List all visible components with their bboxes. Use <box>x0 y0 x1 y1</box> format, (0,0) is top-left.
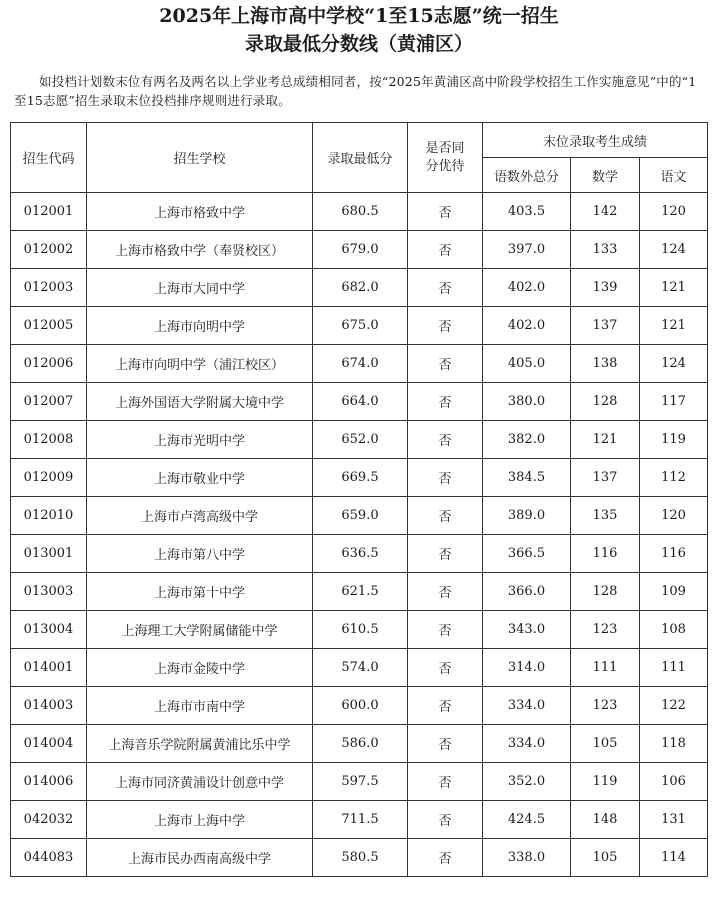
header-math: 数学 <box>571 158 640 193</box>
cell-math: 135 <box>571 497 640 535</box>
cell-chinese: 108 <box>640 611 708 649</box>
cell-non-chinese-total: 366.5 <box>483 535 571 573</box>
cell-math: 121 <box>571 421 640 459</box>
cell-chinese: 114 <box>640 839 708 877</box>
cell-chinese: 117 <box>640 383 708 421</box>
cell-math: 123 <box>571 611 640 649</box>
cell-school: 上海市格致中学 <box>87 193 313 231</box>
cell-school: 上海市向明中学（浦江校区） <box>87 345 313 383</box>
cell-chinese: 106 <box>640 763 708 801</box>
cell-non-chinese-total: 402.0 <box>483 269 571 307</box>
header-school: 招生学校 <box>87 123 313 193</box>
cell-school: 上海市第八中学 <box>87 535 313 573</box>
table-row <box>11 459 708 497</box>
cell-non-chinese-total: 403.5 <box>483 193 571 231</box>
title-line-1: 2025年上海市高中学校“1至15志愿”统一招生 <box>159 5 559 27</box>
cell-math: 139 <box>571 269 640 307</box>
cell-non-chinese-total: 389.0 <box>483 497 571 535</box>
table-row <box>11 725 708 763</box>
table-row <box>11 763 708 801</box>
cell-code: 013004 <box>11 611 87 649</box>
cell-chinese: 124 <box>640 231 708 269</box>
cell-code: 012006 <box>11 345 87 383</box>
cell-chinese: 121 <box>640 307 708 345</box>
title-line-2: 录取最低分数线（黄浦区） <box>244 33 473 55</box>
cell-school: 上海市卢湾高级中学 <box>87 497 313 535</box>
cell-school: 上海市光明中学 <box>87 421 313 459</box>
cell-non-chinese-total: 352.0 <box>483 763 571 801</box>
cell-code: 014001 <box>11 649 87 687</box>
cell-code: 014006 <box>11 763 87 801</box>
cell-tie: 否 <box>408 231 483 269</box>
cell-math: 137 <box>571 307 640 345</box>
cell-min-score: 669.5 <box>313 459 408 497</box>
cell-school: 上海外国语大学附属大境中学 <box>87 383 313 421</box>
cell-chinese: 120 <box>640 497 708 535</box>
cell-tie: 否 <box>408 687 483 725</box>
cell-tie: 否 <box>408 573 483 611</box>
cell-math: 142 <box>571 193 640 231</box>
cell-tie: 否 <box>408 307 483 345</box>
table-row <box>11 269 708 307</box>
cell-non-chinese-total: 384.5 <box>483 459 571 497</box>
cell-school: 上海市金陵中学 <box>87 649 313 687</box>
cell-chinese: 124 <box>640 345 708 383</box>
header-last-group: 末位录取考生成绩 <box>483 123 708 158</box>
cell-tie: 否 <box>408 801 483 839</box>
table-row <box>11 649 708 687</box>
cell-school: 上海市敬业中学 <box>87 459 313 497</box>
cell-min-score: 597.5 <box>313 763 408 801</box>
cell-school: 上海市民办西南高级中学 <box>87 839 313 877</box>
cell-code: 012007 <box>11 383 87 421</box>
table-row <box>11 383 708 421</box>
header-chinese: 语文 <box>640 158 708 193</box>
cell-non-chinese-total: 338.0 <box>483 839 571 877</box>
cell-chinese: 111 <box>640 649 708 687</box>
table-row <box>11 801 708 839</box>
cell-min-score: 621.5 <box>313 573 408 611</box>
cell-non-chinese-total: 314.0 <box>483 649 571 687</box>
cell-math: 116 <box>571 535 640 573</box>
cell-min-score: 675.0 <box>313 307 408 345</box>
admission-note: 如投档计划数末位有两名及两名以上学业考总成绩相同者，按“2025年黄浦区高中阶段学校招生工作实施意见”中的“1至15志愿”招生录取末位投档排序规则进行录取。 <box>14 74 697 108</box>
cell-code: 014003 <box>11 687 87 725</box>
cell-non-chinese-total: 334.0 <box>483 687 571 725</box>
cell-code: 012005 <box>11 307 87 345</box>
cell-min-score: 652.0 <box>313 421 408 459</box>
cell-min-score: 580.5 <box>313 839 408 877</box>
admission-score-table <box>10 122 708 877</box>
cell-tie: 否 <box>408 193 483 231</box>
cell-chinese: 109 <box>640 573 708 611</box>
cell-tie: 否 <box>408 535 483 573</box>
cell-math: 119 <box>571 763 640 801</box>
cell-school: 上海市上海中学 <box>87 801 313 839</box>
cell-school: 上海市大同中学 <box>87 269 313 307</box>
cell-tie: 否 <box>408 383 483 421</box>
cell-min-score: 680.5 <box>313 193 408 231</box>
cell-tie: 否 <box>408 649 483 687</box>
cell-min-score: 610.5 <box>313 611 408 649</box>
document-title <box>0 0 718 58</box>
table-row <box>11 573 708 611</box>
cell-chinese: 119 <box>640 421 708 459</box>
cell-min-score: 636.5 <box>313 535 408 573</box>
cell-non-chinese-total: 397.0 <box>483 231 571 269</box>
cell-tie: 否 <box>408 269 483 307</box>
table-row <box>11 345 708 383</box>
cell-math: 105 <box>571 839 640 877</box>
cell-non-chinese-total: 380.0 <box>483 383 571 421</box>
cell-math: 148 <box>571 801 640 839</box>
cell-code: 012002 <box>11 231 87 269</box>
cell-code: 013003 <box>11 573 87 611</box>
cell-non-chinese-total: 424.5 <box>483 801 571 839</box>
header-non-chinese: 语数外总分 <box>483 158 571 193</box>
table-row <box>11 535 708 573</box>
cell-non-chinese-total: 343.0 <box>483 611 571 649</box>
cell-code: 044083 <box>11 839 87 877</box>
cell-chinese: 121 <box>640 269 708 307</box>
cell-school: 上海市市南中学 <box>87 687 313 725</box>
cell-chinese: 131 <box>640 801 708 839</box>
table-row <box>11 497 708 535</box>
cell-min-score: 682.0 <box>313 269 408 307</box>
cell-code: 042032 <box>11 801 87 839</box>
table-row <box>11 611 708 649</box>
cell-min-score: 674.0 <box>313 345 408 383</box>
table-row <box>11 839 708 877</box>
cell-min-score: 664.0 <box>313 383 408 421</box>
cell-non-chinese-total: 382.0 <box>483 421 571 459</box>
cell-math: 128 <box>571 383 640 421</box>
cell-math: 123 <box>571 687 640 725</box>
cell-code: 012009 <box>11 459 87 497</box>
cell-school: 上海市格致中学（奉贤校区） <box>87 231 313 269</box>
cell-tie: 否 <box>408 459 483 497</box>
cell-non-chinese-total: 334.0 <box>483 725 571 763</box>
cell-min-score: 679.0 <box>313 231 408 269</box>
cell-min-score: 586.0 <box>313 725 408 763</box>
cell-school: 上海理工大学附属储能中学 <box>87 611 313 649</box>
table-body <box>11 193 708 877</box>
header-tie-label: 是否同分优待 <box>425 140 465 174</box>
cell-math: 111 <box>571 649 640 687</box>
cell-math: 137 <box>571 459 640 497</box>
cell-chinese: 122 <box>640 687 708 725</box>
cell-code: 014004 <box>11 725 87 763</box>
table-row <box>11 687 708 725</box>
table-row <box>11 193 708 231</box>
cell-school: 上海市第十中学 <box>87 573 313 611</box>
cell-tie: 否 <box>408 497 483 535</box>
table-row <box>11 231 708 269</box>
cell-chinese: 112 <box>640 459 708 497</box>
cell-min-score: 574.0 <box>313 649 408 687</box>
cell-min-score: 600.0 <box>313 687 408 725</box>
cell-code: 012003 <box>11 269 87 307</box>
cell-code: 012010 <box>11 497 87 535</box>
header-code: 招生代码 <box>11 123 87 193</box>
cell-tie: 否 <box>408 763 483 801</box>
cell-non-chinese-total: 405.0 <box>483 345 571 383</box>
cell-chinese: 116 <box>640 535 708 573</box>
cell-tie: 否 <box>408 839 483 877</box>
header-row-1 <box>11 123 708 158</box>
cell-chinese: 120 <box>640 193 708 231</box>
cell-min-score: 711.5 <box>313 801 408 839</box>
cell-non-chinese-total: 366.0 <box>483 573 571 611</box>
cell-min-score: 659.0 <box>313 497 408 535</box>
cell-chinese: 118 <box>640 725 708 763</box>
cell-school: 上海音乐学院附属黄浦比乐中学 <box>87 725 313 763</box>
table-row <box>11 421 708 459</box>
cell-code: 012001 <box>11 193 87 231</box>
cell-tie: 否 <box>408 725 483 763</box>
cell-math: 128 <box>571 573 640 611</box>
cell-tie: 否 <box>408 611 483 649</box>
cell-code: 013001 <box>11 535 87 573</box>
cell-tie: 否 <box>408 345 483 383</box>
cell-school: 上海市同济黄浦设计创意中学 <box>87 763 313 801</box>
table-row <box>11 307 708 345</box>
cell-math: 138 <box>571 345 640 383</box>
cell-tie: 否 <box>408 421 483 459</box>
cell-math: 133 <box>571 231 640 269</box>
cell-non-chinese-total: 402.0 <box>483 307 571 345</box>
header-min-score: 录取最低分 <box>313 123 408 193</box>
cell-math: 105 <box>571 725 640 763</box>
cell-code: 012008 <box>11 421 87 459</box>
header-tie <box>408 123 483 193</box>
cell-school: 上海市向明中学 <box>87 307 313 345</box>
